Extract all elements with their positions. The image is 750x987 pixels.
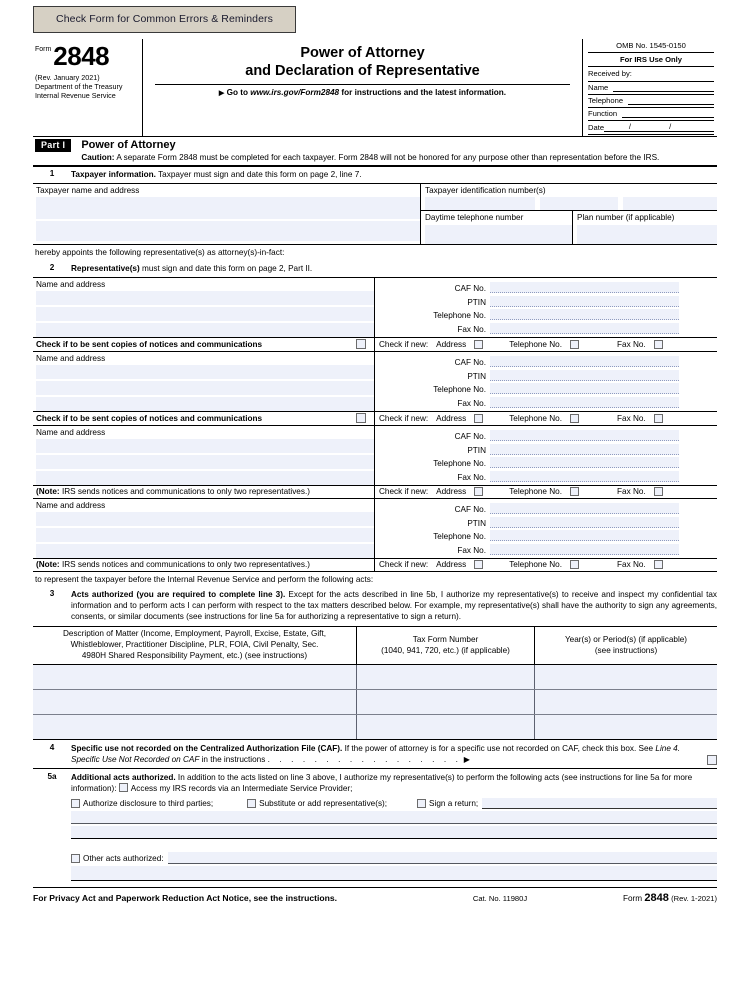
rep1-fax-input[interactable] (490, 323, 679, 334)
rep2-ptin-input[interactable] (490, 370, 679, 381)
matter-col-years-header (535, 627, 717, 664)
other-acts-row (71, 852, 717, 864)
line-4-leader-dots: . . . . . . . . . . . . . . . . . (267, 755, 462, 765)
rep4-telephone-input[interactable] (490, 530, 679, 541)
matter-row3-taxform-input[interactable] (357, 715, 535, 739)
form-identity-block (33, 39, 143, 136)
daytime-phone-cell[interactable] (421, 211, 573, 244)
irs-date-input[interactable]: / / (604, 122, 714, 132)
rep3-note-text: IRS sends notices and communications to only two representatives.) (61, 487, 310, 497)
irs-name-input[interactable] (613, 84, 714, 92)
rep1-telephone-input[interactable] (490, 309, 679, 320)
matter-col1-line2: Whistleblower, Practitioner Discipline, PLR, FOIA, Civil Penalty, Sec. (70, 640, 319, 650)
daytime-phone-input[interactable] (425, 225, 572, 244)
matter-col2-line1: Tax Form Number (412, 635, 479, 645)
rep1-new-telephone-checkbox[interactable] (570, 340, 579, 349)
line-3-number: 3 (49, 589, 55, 599)
matter-row1-description-input[interactable] (33, 665, 357, 689)
rep2-new-fax-label: Fax No. (617, 413, 646, 423)
plan-number-cell[interactable] (573, 211, 717, 244)
footer-revision: (Rev. 1-2021) (671, 894, 717, 904)
representative-block-4 (33, 499, 717, 572)
rep2-new-fax-checkbox[interactable] (654, 414, 663, 423)
rep1-new-fax-label: Fax No. (617, 339, 646, 349)
line-1-text: Taxpayer must sign and date this form on page 2, line 7. (158, 170, 362, 180)
line-4-checkbox[interactable] (707, 755, 717, 765)
irs-use-only-label: For IRS Use Only (588, 53, 714, 67)
substitute-representative-checkbox[interactable] (247, 799, 256, 808)
hereby-appoints-text: hereby appoints the following representative(s) as attorney(s)-in-fact: (35, 248, 285, 258)
form-number: 2848 (53, 41, 110, 71)
rep2-name-address-label: Name and address (36, 353, 106, 363)
matter-col-taxform-header (357, 627, 535, 664)
rep4-name-address-input-3[interactable] (36, 544, 374, 558)
rep2-ptin-label: PTIN (467, 371, 486, 381)
line-2-number: 2 (49, 262, 55, 272)
rep1-send-copies-label: Check if to be sent copies of notices and communications (36, 339, 263, 349)
rep4-ptin-label: PTIN (467, 518, 486, 528)
matter-col1-line3: 4980H Shared Responsibility Payment, etc.) (see instructions) (81, 650, 308, 660)
irs-telephone-input[interactable] (628, 97, 714, 105)
rep1-name-address-input-2[interactable] (36, 307, 374, 321)
rep2-name-address-input-3[interactable] (36, 397, 374, 411)
taxpayer-address-input-2[interactable] (36, 221, 420, 241)
irs-function-input[interactable] (622, 110, 714, 118)
line-5a-blank-input-2[interactable] (71, 826, 717, 839)
authorize-disclosure-checkbox[interactable] (71, 799, 80, 808)
matter-col1-line1: Description of Matter (Income, Employment, Payroll, Excise, Estate, Gift, (63, 629, 326, 639)
line-2-text: must sign and date this form on page 2, Part II. (142, 263, 313, 273)
rep4-new-telephone-checkbox[interactable] (570, 560, 579, 569)
form-header (33, 39, 717, 137)
opt-substitute-label: Substitute or add representative(s); (259, 799, 388, 809)
line-4-text-1: If the power of attorney is for a specific use not recorded on CAF, check this box. See (344, 743, 654, 753)
rep4-new-address-label: Address (436, 560, 467, 570)
rep1-name-address-cell[interactable] (33, 278, 375, 337)
opt-intermediate-label: Access my IRS records via an Intermediate Service Provider; (130, 784, 353, 794)
matter-row3-description-input[interactable] (33, 715, 357, 739)
goto-suffix: for instructions and the latest information. (341, 88, 507, 98)
part-1-section (33, 137, 717, 167)
line-3-text: Except for the acts described in line 5b, I authorize my representative(s) to receive and inspect my confidential tax information and to perform acts I can perform with respect to the tax matters described below. For example, my representative(s) shall have the authority to sign any agreements, consents, or similar documents (see instructions for line 5a for authorizing a representative to sign a return). (71, 590, 717, 622)
matter-col-description-header (33, 627, 357, 664)
line-1-heading (33, 167, 717, 183)
rep1-new-fax-checkbox[interactable] (654, 340, 663, 349)
rep3-name-address-input-3[interactable] (36, 471, 374, 485)
rep2-ids (375, 352, 717, 411)
matter-row2-taxform-input[interactable] (357, 690, 535, 714)
rep4-fax-label: Fax No. (457, 545, 486, 555)
rep3-new-address-checkbox[interactable] (474, 487, 483, 496)
rep3-caf-label: CAF No. (454, 432, 486, 442)
rep4-new-telephone-label: Telephone No. (509, 560, 563, 570)
representative-block-3 (33, 426, 717, 499)
rep2-caf-input[interactable] (490, 356, 679, 367)
caution-text: A separate Form 2848 must be completed for each taxpayer. Form 2848 will not be honored for any purpose other than representation before the IRS. (116, 152, 660, 162)
taxpayer-name-address-input[interactable] (36, 197, 420, 219)
matter-row1-taxform-input[interactable] (357, 665, 535, 689)
representative-block-1 (33, 277, 717, 352)
received-by-label: Received by: (588, 67, 714, 82)
rep2-caf-label: CAF No. (454, 358, 486, 368)
irs-name-label: Name (588, 83, 609, 92)
form-label: Form (35, 46, 52, 53)
line-3-bold: Acts authorized (you are required to complete line 3). (71, 590, 286, 600)
right-triangle-icon: ▶ (218, 90, 225, 98)
rep4-new-address-checkbox[interactable] (474, 560, 483, 569)
privacy-act-notice: For Privacy Act and Paperwork Reduction Act Notice, see the instructions. (33, 893, 338, 904)
rep2-new-telephone-label: Telephone No. (509, 413, 563, 423)
rep4-fax-input[interactable] (490, 544, 679, 555)
daytime-phone-label: Daytime telephone number (425, 212, 524, 222)
rep3-caf-input[interactable] (490, 430, 679, 441)
rep1-name-address-input-1[interactable] (36, 291, 374, 305)
matter-row2-years-input[interactable] (535, 690, 717, 714)
plan-number-input[interactable] (577, 225, 717, 244)
page-title-line2: and Declaration of Representative (245, 63, 480, 80)
irs-telephone-field[interactable] (588, 95, 714, 108)
matter-col3-line2: (see instructions) (594, 646, 658, 656)
rep1-fax-label: Fax No. (457, 324, 486, 334)
rep4-check-if-new-label: Check if new: (379, 560, 429, 570)
dept-treasury: Department of the Treasury (35, 82, 123, 91)
catalog-number: Cat. No. 11980J (472, 894, 528, 904)
table-row (33, 690, 717, 715)
rep2-check-if-new-label: Check if new: (379, 413, 429, 423)
line-4-italic: Line 4. Specific Use Not Recorded on CAF (71, 743, 680, 765)
representative-block-2 (33, 352, 717, 426)
form-footer (33, 887, 717, 904)
footer-form-label: Form (622, 894, 643, 904)
rep4-name-address-label: Name and address (36, 500, 106, 510)
part-1-badge: Part I (35, 139, 71, 152)
line-4-number: 4 (49, 742, 55, 752)
matter-col3-line1: Year(s) or Period(s) (if applicable) (564, 635, 688, 645)
form-revision: (Rev. January 2021) (35, 73, 100, 82)
rep1-new-address-checkbox[interactable] (474, 340, 483, 349)
rep1-caf-input[interactable] (490, 282, 679, 293)
rep1-telephone-label: Telephone No. (433, 311, 486, 321)
rep1-check-if-new-label: Check if new: (379, 339, 429, 349)
table-row (33, 715, 717, 740)
line-4-section (33, 740, 717, 768)
line-5a-text: In addition to the acts listed on line 3 above, I authorize my representative(s) to perform the following acts (see instructions for line 5a for more information): (71, 772, 693, 794)
dept-irs: Internal Revenue Service (35, 90, 116, 100)
taxpayer-name-address-label: Taxpayer name and address (36, 185, 140, 195)
irs-date-field[interactable] (588, 121, 714, 135)
rep4-check-row (33, 558, 717, 572)
other-acts-input[interactable] (168, 852, 717, 864)
irs-date-label: Date (588, 123, 605, 132)
plan-number-label: Plan number (if applicable) (577, 212, 675, 222)
tin-label: Taxpayer identification number(s) (425, 185, 546, 195)
matter-row1-years-input[interactable] (535, 665, 717, 689)
tin-cell[interactable] (421, 184, 717, 211)
matter-row3-years-input[interactable] (535, 715, 717, 739)
rep4-new-fax-label: Fax No. (617, 560, 646, 570)
rep2-fax-label: Fax No. (457, 398, 486, 408)
line-4-text-2: in the instructions (201, 755, 266, 765)
rep2-telephone-label: Telephone No. (433, 385, 486, 395)
irs-use-block (583, 39, 717, 136)
table-row (33, 665, 717, 690)
matter-row2-description-input[interactable] (33, 690, 357, 714)
form-body (33, 39, 717, 904)
matter-table (33, 626, 717, 740)
rep1-caf-label: CAF No. (454, 284, 486, 294)
line-2-bold: Representative(s) (71, 263, 140, 273)
rep3-new-address-label: Address (436, 487, 467, 497)
rep2-name-address-input-2[interactable] (36, 381, 374, 395)
intermediate-service-provider-checkbox[interactable] (119, 783, 128, 792)
rep3-telephone-label: Telephone No. (433, 459, 486, 469)
rep3-ptin-input[interactable] (490, 444, 679, 455)
line-4-bold: Specific use not recorded on the Centralized Authorization File (CAF). (71, 743, 343, 753)
caution-label: Caution: (81, 152, 115, 162)
goto-prefix: Go to (226, 88, 248, 98)
rep1-new-telephone-label: Telephone No. (509, 339, 563, 349)
rep4-caf-label: CAF No. (454, 505, 486, 515)
rep2-telephone-input[interactable] (490, 383, 679, 394)
rep3-telephone-input[interactable] (490, 457, 679, 468)
line-5a-number: 5a (47, 771, 57, 781)
rep3-fax-label: Fax No. (457, 472, 486, 482)
tin-input-segment-3[interactable] (623, 197, 717, 210)
rep4-note-bold: (Note: (36, 560, 60, 570)
line-1-number: 1 (49, 169, 55, 179)
rep4-telephone-label: Telephone No. (433, 532, 486, 542)
rep1-ptin-label: PTIN (467, 297, 486, 307)
other-acts-input-2[interactable] (71, 866, 717, 881)
rep1-name-address-input-3[interactable] (36, 323, 374, 337)
irs-telephone-label: Telephone (588, 96, 624, 105)
right-triangle-icon: ▶ (463, 755, 470, 765)
form-title-block (143, 39, 583, 136)
rep4-name-address-input-1[interactable] (36, 512, 374, 526)
irs-name-field[interactable] (588, 82, 714, 95)
taxpayer-id-column (421, 184, 717, 244)
other-acts-checkbox[interactable] (71, 854, 80, 863)
line-5a-section (33, 769, 717, 881)
rep2-fax-input[interactable] (490, 397, 679, 408)
line-5a-options-row (71, 798, 717, 809)
rep2-check-row (33, 411, 717, 426)
rep2-new-address-label: Address (436, 413, 467, 423)
rep4-note-text: IRS sends notices and communications to only two representatives.) (61, 560, 310, 570)
matter-col2-line2: (1040, 941, 720, etc.) (if applicable) (381, 646, 510, 656)
line-5a-blank-input-1[interactable] (71, 811, 717, 824)
rep3-new-telephone-label: Telephone No. (509, 487, 563, 497)
rep1-send-copies-checkbox[interactable] (356, 339, 366, 349)
rep4-caf-input[interactable] (490, 503, 679, 514)
taxpayer-name-address-cell[interactable] (33, 184, 421, 244)
rep3-name-address-label: Name and address (36, 427, 106, 437)
rep3-note-bold: (Note: (36, 487, 60, 497)
rep4-name-address-cell[interactable] (33, 499, 375, 558)
line-2-heading (33, 260, 717, 277)
rep1-new-address-label: Address (436, 339, 467, 349)
rep1-ptin-input[interactable] (490, 296, 679, 307)
part-1-title: Power of Attorney (81, 138, 176, 151)
matter-table-header (33, 627, 717, 665)
to-represent-text: to represent the taxpayer before the Internal Revenue Service and perform the following acts: (35, 574, 374, 584)
footer-form-number: 2848 (644, 892, 669, 905)
sign-return-checkbox[interactable] (417, 799, 426, 808)
rep4-new-fax-checkbox[interactable] (654, 560, 663, 569)
rep2-send-copies-checkbox[interactable] (356, 413, 366, 423)
rep3-new-fax-checkbox[interactable] (654, 487, 663, 496)
rep1-name-address-label: Name and address (36, 279, 106, 289)
rep2-name-address-input-1[interactable] (36, 365, 374, 379)
rep3-new-telephone-checkbox[interactable] (570, 487, 579, 496)
rep3-ids (375, 426, 717, 485)
rep3-check-row (33, 485, 717, 499)
check-form-button[interactable]: Check Form for Common Errors & Reminders (33, 6, 296, 33)
opt-disclosure-label: Authorize disclosure to third parties; (83, 799, 214, 809)
rep1-check-row (33, 337, 717, 352)
rep3-name-address-input-1[interactable] (36, 439, 374, 453)
rep3-name-address-cell[interactable] (33, 426, 375, 485)
irs-function-field[interactable] (588, 108, 714, 121)
omb-number: OMB No. 1545-0150 (588, 41, 714, 53)
rep3-new-fax-label: Fax No. (617, 487, 646, 497)
sign-return-input[interactable] (482, 798, 717, 809)
rep2-send-copies-label: Check if to be sent copies of notices and communications (36, 413, 263, 423)
tin-input-segment-1[interactable] (425, 197, 535, 210)
part-1-caution (81, 152, 717, 163)
rep3-note (36, 487, 374, 496)
rep3-check-if-new-label: Check if new: (379, 487, 429, 497)
rep4-ids (375, 499, 717, 558)
rep3-fax-input[interactable] (490, 471, 679, 482)
rep3-name-address-input-2[interactable] (36, 455, 374, 469)
rep2-name-address-cell[interactable] (33, 352, 375, 411)
opt-sign-return-label: Sign a return; (429, 799, 479, 809)
rep2-new-telephone-checkbox[interactable] (570, 414, 579, 423)
line-5a-bold: Additional acts authorized. (71, 772, 176, 782)
rep4-note (36, 560, 374, 569)
rep1-ids (375, 278, 717, 337)
line-3-section (33, 587, 717, 627)
irs-function-label: Function (588, 109, 618, 118)
rep3-ptin-label: PTIN (467, 445, 486, 455)
goto-url[interactable]: www.irs.gov/Form2848 (250, 88, 340, 98)
page-title-line1: Power of Attorney (300, 45, 425, 61)
rep4-name-address-input-2[interactable] (36, 528, 374, 542)
opt-other-label: Other acts authorized: (83, 853, 164, 863)
taxpayer-info-block (33, 183, 717, 245)
tin-input-segment-2[interactable] (540, 197, 618, 210)
toolbar (0, 0, 750, 35)
rep2-new-address-checkbox[interactable] (474, 414, 483, 423)
rep4-ptin-input[interactable] (490, 517, 679, 528)
line-1-bold: Taxpayer information. (71, 170, 156, 180)
footer-form-id (623, 892, 717, 904)
goto-instructions (155, 84, 570, 97)
